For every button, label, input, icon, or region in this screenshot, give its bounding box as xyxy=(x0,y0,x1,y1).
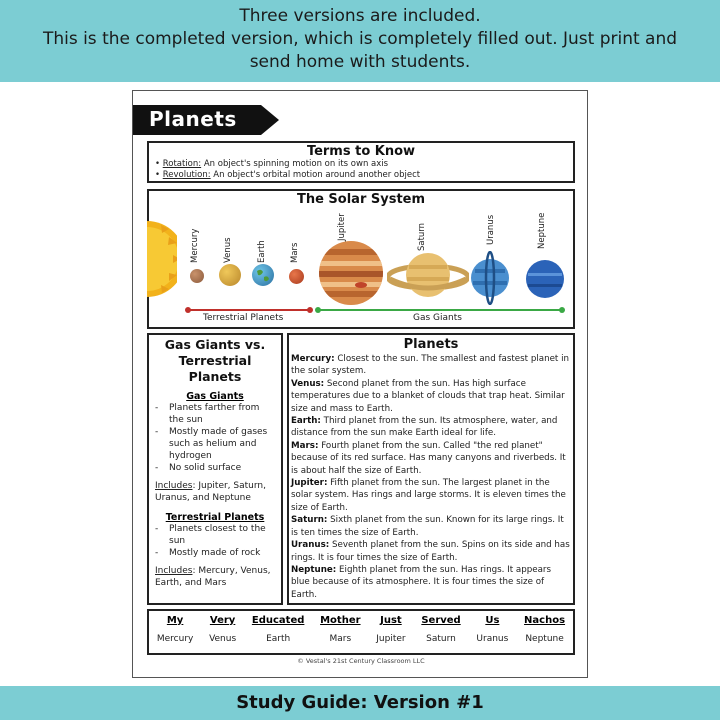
earth-land-icon xyxy=(252,264,274,286)
gas-line-end xyxy=(315,307,321,313)
gas-giants-label: Gas Giants xyxy=(413,313,462,323)
solar-system-heading: The Solar System xyxy=(296,192,426,207)
mnemonic-planet: Uranus xyxy=(476,634,509,644)
planet-text: Sixth planet from the sun. Known for its large rings. It is ten times the size of Earth. xyxy=(291,515,564,538)
planet-label-mercury: Mercury xyxy=(190,228,200,263)
copyright: © Vestal's 21st Century Classroom LLC xyxy=(297,657,425,665)
gas-giants-subheading: Gas Giants xyxy=(186,391,244,402)
mnemonic-word: Us xyxy=(485,615,500,626)
term-definition: An object's orbital motion around another object xyxy=(210,170,421,180)
mnemonic-word: Very xyxy=(209,615,236,626)
planet-descriptions xyxy=(291,353,571,601)
comparison-heading-line: Planets xyxy=(188,369,242,384)
term-name: Rotation: xyxy=(162,159,202,169)
mnemonic-planet: Mars xyxy=(329,634,352,644)
planet-text: Fifth planet from the sun. The largest planet in the solar system. Has rings and large storms. It is eleven times the size of Earth. xyxy=(291,478,566,513)
gas-bullet: - Planets farther from the sun xyxy=(149,402,281,426)
terrestrial-line-end xyxy=(185,307,191,313)
planet-entry xyxy=(291,477,571,514)
mnemonic-box xyxy=(147,609,575,655)
mnemonic-planet: Venus xyxy=(209,634,237,644)
mnemonic-word: Mother xyxy=(320,615,361,626)
mnemonic-planet: Jupiter xyxy=(376,634,406,644)
planet-label-venus: Venus xyxy=(223,237,233,263)
planet-name: Earth: xyxy=(291,416,321,427)
mnemonic-word: My xyxy=(166,615,184,626)
term-item: • Revolution: An object's orbital motion around another object xyxy=(155,170,421,180)
mnemonic-word: Educated xyxy=(251,615,305,626)
study-guide-sheet xyxy=(132,90,588,678)
includes-label: Includes xyxy=(155,481,193,491)
planet-text: Closest to the sun. The smallest and fastest planet in the solar system. xyxy=(291,354,570,377)
term-item: • Rotation: An object's spinning motion on its own axis xyxy=(155,159,389,169)
planet-entry xyxy=(291,440,571,477)
gas-bullet: - Mostly made of gases such as helium and hydrogen xyxy=(149,426,281,462)
mnemonic-row xyxy=(149,611,573,644)
planet-entry xyxy=(291,415,571,440)
terrestrial-bullet: - Planets closest to the sun xyxy=(149,523,281,547)
terrestrial-line-end xyxy=(307,307,313,313)
includes-label: Includes xyxy=(155,566,193,576)
planet-name: Jupiter: xyxy=(291,478,328,489)
planets-description-box xyxy=(287,333,575,605)
planet-label-jupiter: Jupiter xyxy=(337,213,347,241)
mnemonic-column xyxy=(320,611,360,644)
planet-entry xyxy=(291,564,571,601)
planet-entry xyxy=(291,353,571,378)
mnemonic-column xyxy=(524,611,565,644)
banner-line: send home with students. xyxy=(249,52,471,72)
banner-line: Three versions are included. xyxy=(239,6,481,26)
planet-name: Venus: xyxy=(291,378,325,389)
mnemonic-planet: Saturn xyxy=(426,634,456,644)
mnemonic-planet: Mercury xyxy=(156,634,194,644)
page-title: Planets xyxy=(149,107,237,131)
top-banner xyxy=(0,0,720,82)
planet-label-uranus: Uranus xyxy=(486,214,496,245)
mercury-icon xyxy=(190,269,204,283)
mnemonic-column xyxy=(376,611,405,644)
includes-text: : Jupiter, Saturn, Uranus, and Neptune xyxy=(155,481,266,503)
planet-name: Mars: xyxy=(291,440,319,451)
planet-entry xyxy=(291,378,571,415)
planet-entry xyxy=(291,514,571,539)
saturn-icon xyxy=(387,249,469,301)
bottom-banner: Study Guide: Version #1 xyxy=(0,686,720,720)
gas-giants-line xyxy=(317,309,562,311)
mnemonic-word: Nachos xyxy=(524,615,566,626)
mnemonic-column xyxy=(252,611,305,644)
mars-icon xyxy=(289,269,304,284)
gas-vs-terrestrial-box xyxy=(147,333,283,605)
planet-label-neptune: Neptune xyxy=(537,212,547,249)
sun-icon xyxy=(147,219,177,299)
planet-label-earth: Earth xyxy=(257,240,267,263)
jupiter-icon xyxy=(317,239,385,307)
banner-line: This is the completed version, which is completely filled out. Just print and xyxy=(42,29,678,49)
title-banner xyxy=(133,105,281,135)
mnemonic-column xyxy=(476,611,508,644)
terms-box xyxy=(147,141,575,183)
mnemonic-column xyxy=(209,611,236,644)
terrestrial-subheading: Terrestrial Planets xyxy=(165,512,265,523)
mnemonic-planet: Neptune xyxy=(525,634,564,644)
planet-entry xyxy=(291,539,571,564)
mnemonic-word: Just xyxy=(380,615,402,626)
planet-label-mars: Mars xyxy=(290,242,300,263)
mnemonic-word: Served xyxy=(421,615,461,626)
planet-name: Neptune: xyxy=(291,564,337,575)
planet-label-saturn: Saturn xyxy=(417,222,427,251)
planet-name: Uranus: xyxy=(291,540,330,551)
planet-name: Saturn: xyxy=(291,515,328,526)
planet-text: Seventh planet from the sun. Spins on its side and has rings. It is four times the size of Earth. xyxy=(291,540,570,563)
comparison-heading-line: Terrestrial xyxy=(178,353,252,368)
terms-heading: Terms to Know xyxy=(306,144,416,159)
uranus-icon xyxy=(467,251,513,305)
gas-bullet: - No solid surface xyxy=(149,462,281,474)
mnemonic-column xyxy=(421,611,460,644)
terrestrial-bullet: - Mostly made of rock xyxy=(149,547,281,559)
mnemonic-planet: Earth xyxy=(266,634,291,644)
terrestrial-includes xyxy=(155,565,275,589)
neptune-icon xyxy=(525,259,565,299)
planet-text: Eighth planet from the sun. Has rings. It appears blue because of its atmosphere. It is four times the size of Earth. xyxy=(291,564,552,600)
planet-text: Third planet from the sun. Its atmosphere, water, and distance from the sun make Earth ideal for life. xyxy=(291,416,558,439)
planet-name: Mercury: xyxy=(291,354,335,364)
term-definition: An object's spinning motion on its own axis xyxy=(201,159,389,169)
gas-line-end xyxy=(559,307,565,313)
includes-text: : Mercury, Venus, Earth, and Mars xyxy=(155,566,271,588)
comparison-heading xyxy=(149,337,281,385)
terrestrial-label: Terrestrial Planets xyxy=(203,313,284,323)
term-name: Revolution: xyxy=(162,170,211,180)
solar-system-box xyxy=(147,189,575,329)
planet-text: Second planet from the sun. Has high surface temperatures due to a blanket of clouds that trap heat. Similar size and mass to Earth. xyxy=(291,378,565,414)
gas-includes xyxy=(155,480,275,504)
terrestrial-line xyxy=(187,309,311,311)
venus-icon xyxy=(219,264,241,286)
planet-text: Fourth planet from the sun. Called "the red planet" because of its red surface. Has many canyons and riverbeds. It is about half the size of Earth. xyxy=(291,440,566,476)
comparison-heading-line: Gas Giants vs. xyxy=(164,337,266,352)
mnemonic-column xyxy=(157,611,193,644)
planets-heading: Planets xyxy=(403,337,459,352)
